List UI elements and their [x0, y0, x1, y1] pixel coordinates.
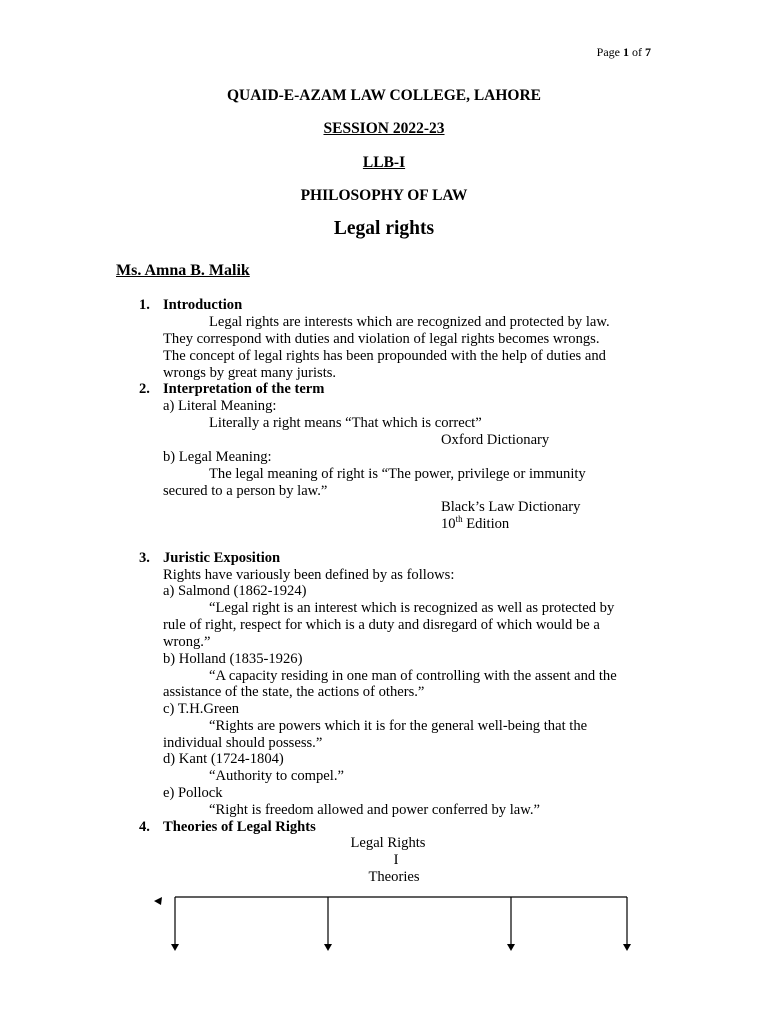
section-4-number: 4.	[139, 819, 150, 835]
literal-meaning-text: Literally a right means “That which is correct”	[209, 415, 482, 431]
college-name: QUAID-E-AZAM LAW COLLEGE, LAHORE	[226, 87, 542, 104]
green-definition: individual should possess.”	[163, 735, 323, 751]
literal-meaning-label: a) Literal Meaning:	[163, 398, 277, 414]
section-4-heading: Theories of Legal Rights	[163, 819, 316, 835]
section-3-number: 3.	[139, 550, 150, 566]
section-1-heading: Introduction	[163, 297, 243, 313]
down-arrow-icon	[171, 944, 179, 951]
down-arrow-icon	[507, 944, 515, 951]
down-arrow-icon	[623, 944, 631, 951]
salmond-definition: rule of right, respect for which is a duty and disregard of which would be a	[163, 617, 600, 633]
left-arrow-icon	[154, 897, 162, 905]
document-title: Legal rights	[333, 218, 435, 239]
green-definition: “Rights are powers which it is for the general well-being that the	[209, 718, 588, 734]
page-total: 7	[645, 45, 651, 59]
edition-text: Edition	[462, 516, 510, 532]
section-2-number: 2.	[139, 381, 150, 397]
page-label: Page	[596, 45, 620, 59]
salmond-definition: wrong.”	[163, 634, 211, 650]
section-3-intro: Rights have variously been defined by as follows:	[163, 567, 455, 583]
holland-definition: assistance of the state, the actions of others.”	[163, 684, 425, 700]
legal-meaning-text: secured to a person by law.”	[163, 483, 328, 499]
section-1-line: Legal rights are interests which are recognized and protected by law.	[209, 314, 610, 330]
kant-definition: “Authority to compel.”	[209, 768, 344, 784]
section-1-line: The concept of legal rights has been propounded with the help of duties and	[163, 348, 606, 364]
section-3-heading: Juristic Exposition	[163, 550, 281, 566]
page-of: of	[632, 45, 642, 59]
section-1-line: wrongs by great many jurists.	[163, 365, 337, 381]
legal-meaning-label: b) Legal Meaning:	[163, 449, 272, 465]
literal-meaning-source: Oxford Dictionary	[441, 432, 550, 448]
edition-suffix: th	[455, 514, 463, 525]
legal-meaning-text: The legal meaning of right is “The power, privilege or immunity	[209, 466, 586, 482]
salmond-definition: “Legal right is an interest which is recognized as well as protected by	[209, 600, 615, 616]
session-title: SESSION 2022-23	[323, 120, 445, 137]
edition-number: 10	[441, 516, 456, 532]
holland-definition: “A capacity residing in one man of controlling with the assent and the	[209, 668, 617, 684]
author-name: Ms. Amna B. Malik	[116, 262, 250, 279]
section-1-line: They correspond with duties and violation of legal rights becomes wrongs.	[163, 331, 600, 347]
program-title: LLB-I	[362, 154, 406, 171]
pollock-label: e) Pollock	[163, 785, 223, 801]
pollock-definition: “Right is freedom allowed and power conferred by law.”	[209, 802, 540, 818]
diagram-separator: I	[393, 852, 399, 868]
section-1-number: 1.	[139, 297, 150, 313]
section-2-heading: Interpretation of the term	[163, 381, 325, 397]
kant-label: d) Kant (1724-1804)	[163, 751, 284, 767]
diagram-root-label: Legal Rights	[350, 835, 426, 851]
down-arrow-icon	[324, 944, 332, 951]
salmond-label: a) Salmond (1862-1924)	[163, 583, 307, 599]
subject-title: PHILOSOPHY OF LAW	[300, 187, 468, 204]
holland-label: b) Holland (1835-1926)	[163, 651, 303, 667]
page-current: 1	[623, 45, 629, 59]
diagram-theories-label: Theories	[368, 869, 420, 885]
green-label: c) T.H.Green	[163, 701, 240, 717]
legal-meaning-source: Black’s Law Dictionary	[441, 499, 581, 515]
